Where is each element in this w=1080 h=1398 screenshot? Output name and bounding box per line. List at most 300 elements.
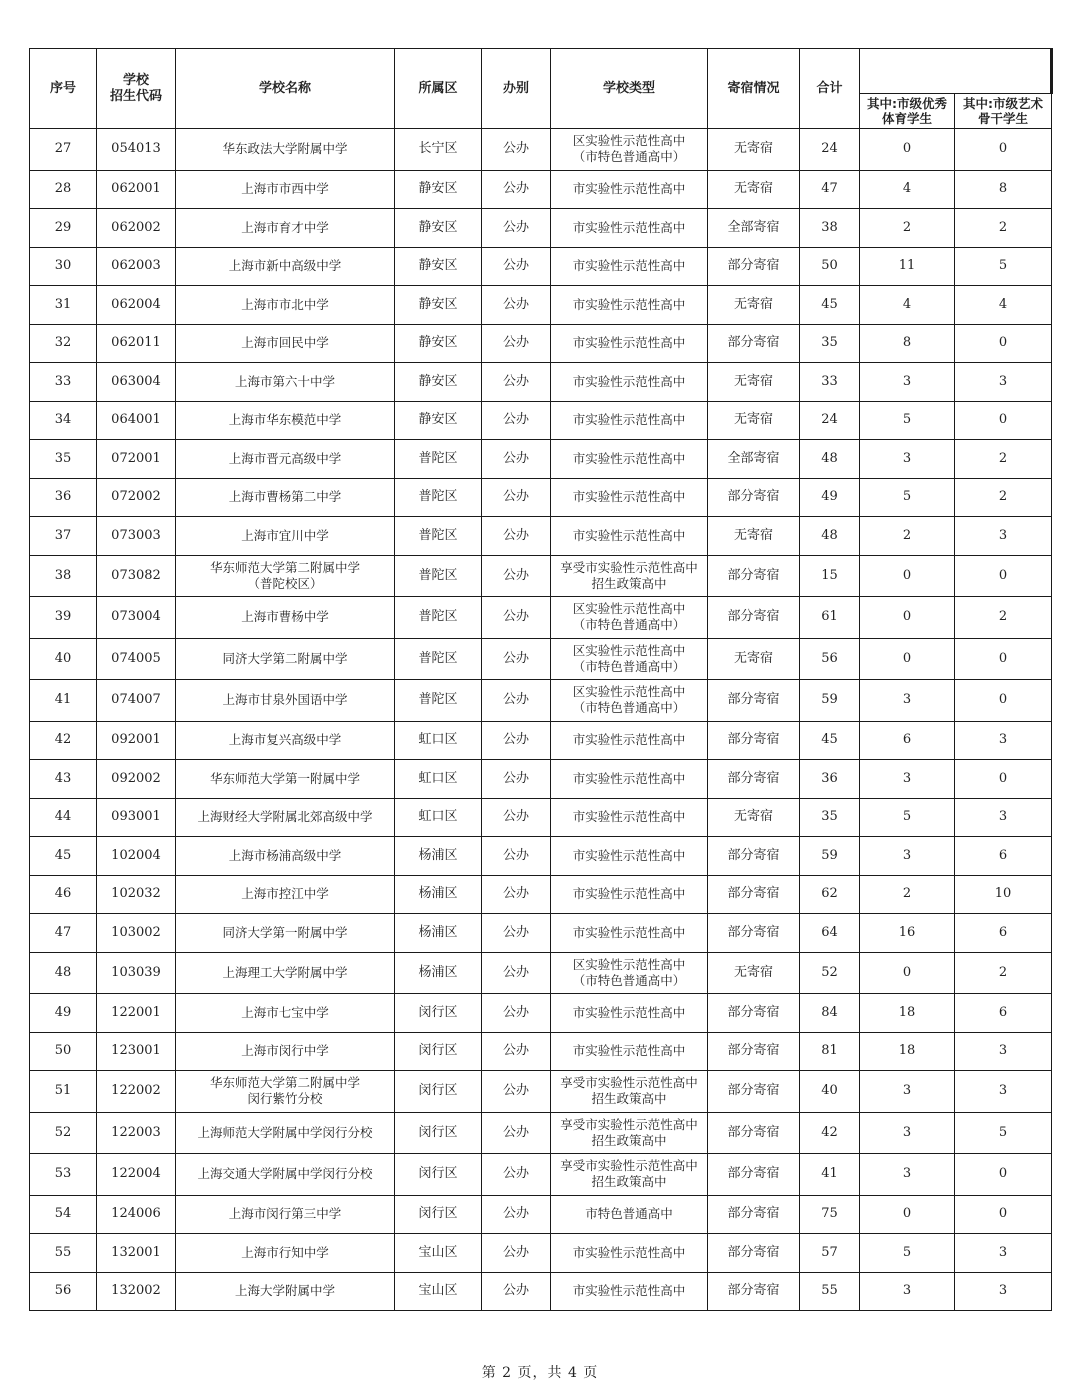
cell-code: 062011	[97, 324, 176, 363]
cell-boarding: 部分寄宿	[708, 324, 800, 363]
cell-boarding: 部分寄宿	[708, 555, 800, 597]
cell-total: 15	[800, 555, 860, 597]
cell-boarding: 部分寄宿	[708, 721, 800, 760]
cell-code: 074007	[97, 680, 176, 722]
cell-code: 062004	[97, 286, 176, 325]
cell-seq: 49	[30, 994, 97, 1033]
cell-name: 华东师范大学第二附属中学 闵行紫竹分校	[176, 1071, 395, 1113]
cell-boarding: 无寄宿	[708, 517, 800, 556]
cell-name: 同济大学第二附属中学	[176, 638, 395, 680]
cell-name: 上海市闵行中学	[176, 1032, 395, 1071]
cell-district: 普陀区	[395, 638, 482, 680]
cell-type: 市实验性示范性高中	[551, 1272, 708, 1311]
cell-seq: 48	[30, 952, 97, 994]
cell-total: 45	[800, 286, 860, 325]
enrollment-table	[29, 48, 1053, 1311]
cell-type: 市实验性示范性高中	[551, 1032, 708, 1071]
table-row	[30, 324, 1052, 363]
cell-type: 区实验性示范性高中 （市特色普通高中）	[551, 129, 708, 171]
cell-arts: 3	[955, 721, 1052, 760]
table-row	[30, 129, 1052, 171]
cell-ownership: 公办	[482, 1272, 551, 1311]
table-row	[30, 1272, 1052, 1311]
cell-total: 36	[800, 760, 860, 799]
cell-ownership: 公办	[482, 478, 551, 517]
cell-total: 48	[800, 440, 860, 479]
table-row	[30, 517, 1052, 556]
cell-name: 上海财经大学附属北郊高级中学	[176, 798, 395, 837]
cell-district: 杨浦区	[395, 952, 482, 994]
cell-sports: 3	[860, 837, 955, 876]
cell-name: 上海市控江中学	[176, 875, 395, 914]
cell-code: 054013	[97, 129, 176, 171]
cell-district: 静安区	[395, 401, 482, 440]
cell-sports: 5	[860, 478, 955, 517]
header-arts: 其中:市级艺术 骨干学生	[955, 94, 1052, 129]
cell-type: 市实验性示范性高中	[551, 517, 708, 556]
page-number-footer: 第 2 页，共 4 页	[481, 1365, 599, 1381]
cell-total: 61	[800, 597, 860, 639]
cell-total: 50	[800, 247, 860, 286]
cell-name: 上海市闵行第三中学	[176, 1195, 395, 1234]
cell-ownership: 公办	[482, 286, 551, 325]
cell-type: 区实验性示范性高中 （市特色普通高中）	[551, 680, 708, 722]
cell-sports: 6	[860, 721, 955, 760]
cell-code: 073082	[97, 555, 176, 597]
cell-ownership: 公办	[482, 247, 551, 286]
table-row	[30, 440, 1052, 479]
cell-seq: 44	[30, 798, 97, 837]
cell-code: 062003	[97, 247, 176, 286]
cell-type: 市实验性示范性高中	[551, 721, 708, 760]
cell-seq: 56	[30, 1272, 97, 1311]
table-row	[30, 1032, 1052, 1071]
cell-arts: 0	[955, 324, 1052, 363]
cell-district: 闵行区	[395, 1032, 482, 1071]
cell-seq: 29	[30, 209, 97, 248]
cell-boarding: 部分寄宿	[708, 1234, 800, 1273]
table-row	[30, 638, 1052, 680]
cell-seq: 37	[30, 517, 97, 556]
cell-sports: 5	[860, 798, 955, 837]
cell-type: 市实验性示范性高中	[551, 209, 708, 248]
cell-sports: 0	[860, 555, 955, 597]
cell-type: 市实验性示范性高中	[551, 363, 708, 402]
cell-code: 064001	[97, 401, 176, 440]
cell-ownership: 公办	[482, 680, 551, 722]
header-boarding: 寄宿情况	[708, 49, 800, 129]
header-ownership: 办别	[482, 49, 551, 129]
cell-ownership: 公办	[482, 1071, 551, 1113]
cell-sports: 3	[860, 440, 955, 479]
cell-ownership: 公办	[482, 638, 551, 680]
table-row	[30, 247, 1052, 286]
cell-boarding: 部分寄宿	[708, 1195, 800, 1234]
cell-seq: 54	[30, 1195, 97, 1234]
cell-sports: 4	[860, 170, 955, 209]
cell-arts: 0	[955, 680, 1052, 722]
cell-name: 上海市曹杨中学	[176, 597, 395, 639]
cell-total: 40	[800, 1071, 860, 1113]
cell-arts: 2	[955, 478, 1052, 517]
cell-total: 33	[800, 363, 860, 402]
cell-total: 48	[800, 517, 860, 556]
cell-total: 45	[800, 721, 860, 760]
cell-name: 上海交通大学附属中学闵行分校	[176, 1154, 395, 1196]
cell-name: 上海市晋元高级中学	[176, 440, 395, 479]
table-row	[30, 721, 1052, 760]
cell-ownership: 公办	[482, 440, 551, 479]
header-district: 所属区	[395, 49, 482, 129]
cell-name: 华东政法大学附属中学	[176, 129, 395, 171]
cell-district: 普陀区	[395, 517, 482, 556]
table-row	[30, 1112, 1052, 1154]
cell-name: 上海市宜川中学	[176, 517, 395, 556]
cell-ownership: 公办	[482, 517, 551, 556]
cell-sports: 0	[860, 597, 955, 639]
cell-code: 132002	[97, 1272, 176, 1311]
cell-boarding: 部分寄宿	[708, 1272, 800, 1311]
cell-arts: 2	[955, 597, 1052, 639]
table-row	[30, 760, 1052, 799]
cell-arts: 6	[955, 837, 1052, 876]
cell-type: 区实验性示范性高中 （市特色普通高中）	[551, 597, 708, 639]
cell-code: 103002	[97, 914, 176, 953]
cell-boarding: 无寄宿	[708, 286, 800, 325]
cell-sports: 5	[860, 401, 955, 440]
cell-district: 普陀区	[395, 680, 482, 722]
cell-total: 35	[800, 798, 860, 837]
cell-code: 073004	[97, 597, 176, 639]
cell-seq: 38	[30, 555, 97, 597]
cell-arts: 3	[955, 1234, 1052, 1273]
cell-type: 市实验性示范性高中	[551, 1234, 708, 1273]
cell-ownership: 公办	[482, 363, 551, 402]
cell-code: 103039	[97, 952, 176, 994]
cell-district: 普陀区	[395, 555, 482, 597]
cell-arts: 3	[955, 1272, 1052, 1311]
table-row	[30, 952, 1052, 994]
cell-seq: 53	[30, 1154, 97, 1196]
cell-ownership: 公办	[482, 952, 551, 994]
cell-total: 24	[800, 401, 860, 440]
cell-name: 上海市第六十中学	[176, 363, 395, 402]
table-row	[30, 401, 1052, 440]
cell-seq: 52	[30, 1112, 97, 1154]
cell-total: 38	[800, 209, 860, 248]
header-blank-cell	[860, 49, 1052, 94]
cell-seq: 46	[30, 875, 97, 914]
cell-seq: 42	[30, 721, 97, 760]
cell-name: 上海市七宝中学	[176, 994, 395, 1033]
cell-type: 享受市实验性示范性高中 招生政策高中	[551, 1112, 708, 1154]
cell-ownership: 公办	[482, 760, 551, 799]
cell-name: 上海大学附属中学	[176, 1272, 395, 1311]
cell-type: 市实验性示范性高中	[551, 798, 708, 837]
cell-sports: 3	[860, 1112, 955, 1154]
cell-type: 市实验性示范性高中	[551, 440, 708, 479]
cell-district: 普陀区	[395, 440, 482, 479]
cell-name: 上海市甘泉外国语中学	[176, 680, 395, 722]
cell-name: 上海师范大学附属中学闵行分校	[176, 1112, 395, 1154]
cell-total: 62	[800, 875, 860, 914]
cell-code: 073003	[97, 517, 176, 556]
cell-type: 享受市实验性示范性高中 招生政策高中	[551, 555, 708, 597]
header-code: 学校 招生代码	[97, 49, 176, 129]
cell-seq: 55	[30, 1234, 97, 1273]
cell-district: 虹口区	[395, 760, 482, 799]
cell-boarding: 部分寄宿	[708, 837, 800, 876]
cell-ownership: 公办	[482, 1112, 551, 1154]
cell-district: 杨浦区	[395, 875, 482, 914]
cell-seq: 39	[30, 597, 97, 639]
cell-type: 市实验性示范性高中	[551, 478, 708, 517]
cell-district: 长宁区	[395, 129, 482, 171]
cell-ownership: 公办	[482, 994, 551, 1033]
cell-seq: 36	[30, 478, 97, 517]
cell-code: 074005	[97, 638, 176, 680]
cell-district: 静安区	[395, 286, 482, 325]
cell-seq: 31	[30, 286, 97, 325]
cell-code: 102032	[97, 875, 176, 914]
table-row	[30, 478, 1052, 517]
cell-seq: 51	[30, 1071, 97, 1113]
cell-boarding: 无寄宿	[708, 170, 800, 209]
cell-arts: 0	[955, 555, 1052, 597]
header-name: 学校名称	[176, 49, 395, 129]
cell-type: 享受市实验性示范性高中 招生政策高中	[551, 1154, 708, 1196]
header-total: 合计	[800, 49, 860, 129]
cell-type: 市实验性示范性高中	[551, 401, 708, 440]
cell-boarding: 部分寄宿	[708, 1032, 800, 1071]
cell-ownership: 公办	[482, 1234, 551, 1273]
cell-boarding: 无寄宿	[708, 798, 800, 837]
cell-district: 闵行区	[395, 1195, 482, 1234]
cell-code: 092001	[97, 721, 176, 760]
cell-code: 124006	[97, 1195, 176, 1234]
cell-total: 75	[800, 1195, 860, 1234]
cell-code: 132001	[97, 1234, 176, 1273]
cell-district: 杨浦区	[395, 837, 482, 876]
cell-boarding: 无寄宿	[708, 952, 800, 994]
cell-name: 上海市复兴高级中学	[176, 721, 395, 760]
cell-name: 上海市新中高级中学	[176, 247, 395, 286]
table-row	[30, 597, 1052, 639]
table-row	[30, 837, 1052, 876]
table-row	[30, 209, 1052, 248]
cell-name: 华东师范大学第一附属中学	[176, 760, 395, 799]
cell-arts: 0	[955, 1195, 1052, 1234]
cell-name: 华东师范大学第二附属中学 （普陀校区）	[176, 555, 395, 597]
cell-type: 市实验性示范性高中	[551, 914, 708, 953]
cell-seq: 45	[30, 837, 97, 876]
cell-district: 闵行区	[395, 1071, 482, 1113]
cell-sports: 3	[860, 1154, 955, 1196]
cell-seq: 27	[30, 129, 97, 171]
table-row	[30, 555, 1052, 597]
cell-arts: 2	[955, 952, 1052, 994]
cell-boarding: 全部寄宿	[708, 209, 800, 248]
cell-sports: 2	[860, 875, 955, 914]
cell-name: 上海市曹杨第二中学	[176, 478, 395, 517]
cell-type: 市实验性示范性高中	[551, 875, 708, 914]
cell-district: 杨浦区	[395, 914, 482, 953]
cell-code: 122002	[97, 1071, 176, 1113]
cell-ownership: 公办	[482, 1154, 551, 1196]
cell-total: 81	[800, 1032, 860, 1071]
cell-boarding: 部分寄宿	[708, 760, 800, 799]
cell-type: 市实验性示范性高中	[551, 170, 708, 209]
cell-boarding: 无寄宿	[708, 363, 800, 402]
cell-sports: 3	[860, 1272, 955, 1311]
cell-sports: 16	[860, 914, 955, 953]
cell-arts: 0	[955, 1154, 1052, 1196]
cell-total: 24	[800, 129, 860, 171]
cell-district: 普陀区	[395, 597, 482, 639]
cell-sports: 3	[860, 363, 955, 402]
cell-sports: 2	[860, 517, 955, 556]
cell-name: 同济大学第一附属中学	[176, 914, 395, 953]
cell-sports: 11	[860, 247, 955, 286]
cell-arts: 2	[955, 209, 1052, 248]
cell-seq: 35	[30, 440, 97, 479]
cell-arts: 6	[955, 914, 1052, 953]
cell-sports: 3	[860, 680, 955, 722]
cell-sports: 0	[860, 129, 955, 171]
cell-arts: 0	[955, 638, 1052, 680]
header-sports: 其中:市级优秀 体育学生	[860, 94, 955, 129]
cell-code: 122004	[97, 1154, 176, 1196]
cell-type: 市实验性示范性高中	[551, 994, 708, 1033]
cell-ownership: 公办	[482, 721, 551, 760]
cell-boarding: 部分寄宿	[708, 247, 800, 286]
cell-total: 42	[800, 1112, 860, 1154]
cell-code: 122001	[97, 994, 176, 1033]
cell-seq: 41	[30, 680, 97, 722]
cell-type: 市实验性示范性高中	[551, 286, 708, 325]
cell-arts: 3	[955, 1071, 1052, 1113]
cell-boarding: 部分寄宿	[708, 1112, 800, 1154]
cell-sports: 5	[860, 1234, 955, 1273]
cell-boarding: 全部寄宿	[708, 440, 800, 479]
cell-arts: 3	[955, 798, 1052, 837]
cell-boarding: 部分寄宿	[708, 914, 800, 953]
cell-total: 57	[800, 1234, 860, 1273]
cell-type: 市实验性示范性高中	[551, 324, 708, 363]
cell-district: 闵行区	[395, 1112, 482, 1154]
cell-name: 上海市行知中学	[176, 1234, 395, 1273]
cell-arts: 0	[955, 401, 1052, 440]
cell-ownership: 公办	[482, 170, 551, 209]
table-row	[30, 170, 1052, 209]
table-row	[30, 1234, 1052, 1273]
cell-arts: 6	[955, 994, 1052, 1033]
cell-type: 市实验性示范性高中	[551, 247, 708, 286]
cell-sports: 2	[860, 209, 955, 248]
cell-arts: 3	[955, 363, 1052, 402]
table-row	[30, 1071, 1052, 1113]
cell-sports: 3	[860, 760, 955, 799]
cell-type: 市实验性示范性高中	[551, 837, 708, 876]
cell-boarding: 部分寄宿	[708, 478, 800, 517]
table-header	[30, 49, 1052, 129]
cell-seq: 40	[30, 638, 97, 680]
cell-seq: 47	[30, 914, 97, 953]
cell-total: 52	[800, 952, 860, 994]
cell-type: 区实验性示范性高中 （市特色普通高中）	[551, 952, 708, 994]
cell-boarding: 部分寄宿	[708, 597, 800, 639]
cell-total: 55	[800, 1272, 860, 1311]
cell-total: 56	[800, 638, 860, 680]
cell-boarding: 部分寄宿	[708, 680, 800, 722]
cell-code: 102004	[97, 837, 176, 876]
cell-type: 市特色普通高中	[551, 1195, 708, 1234]
cell-total: 35	[800, 324, 860, 363]
cell-seq: 50	[30, 1032, 97, 1071]
enrollment-table-container	[29, 48, 1051, 1311]
cell-code: 062001	[97, 170, 176, 209]
table-row	[30, 363, 1052, 402]
cell-boarding: 无寄宿	[708, 129, 800, 171]
table-row	[30, 680, 1052, 722]
cell-sports: 18	[860, 1032, 955, 1071]
cell-seq: 33	[30, 363, 97, 402]
header-type: 学校类型	[551, 49, 708, 129]
cell-arts: 4	[955, 286, 1052, 325]
cell-district: 闵行区	[395, 1154, 482, 1196]
cell-district: 宝山区	[395, 1234, 482, 1273]
cell-arts: 3	[955, 1032, 1052, 1071]
cell-code: 062002	[97, 209, 176, 248]
header-seq: 序号	[30, 49, 97, 129]
table-row	[30, 286, 1052, 325]
cell-total: 41	[800, 1154, 860, 1196]
cell-district: 静安区	[395, 247, 482, 286]
table-row	[30, 994, 1052, 1033]
cell-arts: 5	[955, 1112, 1052, 1154]
cell-name: 上海市育才中学	[176, 209, 395, 248]
cell-code: 072002	[97, 478, 176, 517]
cell-sports: 0	[860, 1195, 955, 1234]
cell-name: 上海市市北中学	[176, 286, 395, 325]
cell-district: 虹口区	[395, 721, 482, 760]
cell-total: 49	[800, 478, 860, 517]
cell-arts: 8	[955, 170, 1052, 209]
cell-sports: 3	[860, 1071, 955, 1113]
cell-arts: 0	[955, 760, 1052, 799]
cell-arts: 2	[955, 440, 1052, 479]
cell-sports: 0	[860, 952, 955, 994]
cell-total: 64	[800, 914, 860, 953]
cell-name: 上海市市西中学	[176, 170, 395, 209]
cell-code: 063004	[97, 363, 176, 402]
cell-type: 区实验性示范性高中 （市特色普通高中）	[551, 638, 708, 680]
cell-ownership: 公办	[482, 401, 551, 440]
cell-total: 59	[800, 680, 860, 722]
cell-ownership: 公办	[482, 555, 551, 597]
cell-seq: 34	[30, 401, 97, 440]
cell-arts: 3	[955, 517, 1052, 556]
cell-sports: 4	[860, 286, 955, 325]
cell-ownership: 公办	[482, 875, 551, 914]
cell-ownership: 公办	[482, 129, 551, 171]
cell-ownership: 公办	[482, 209, 551, 248]
cell-arts: 5	[955, 247, 1052, 286]
cell-code: 072001	[97, 440, 176, 479]
cell-ownership: 公办	[482, 798, 551, 837]
cell-seq: 28	[30, 170, 97, 209]
cell-district: 普陀区	[395, 478, 482, 517]
